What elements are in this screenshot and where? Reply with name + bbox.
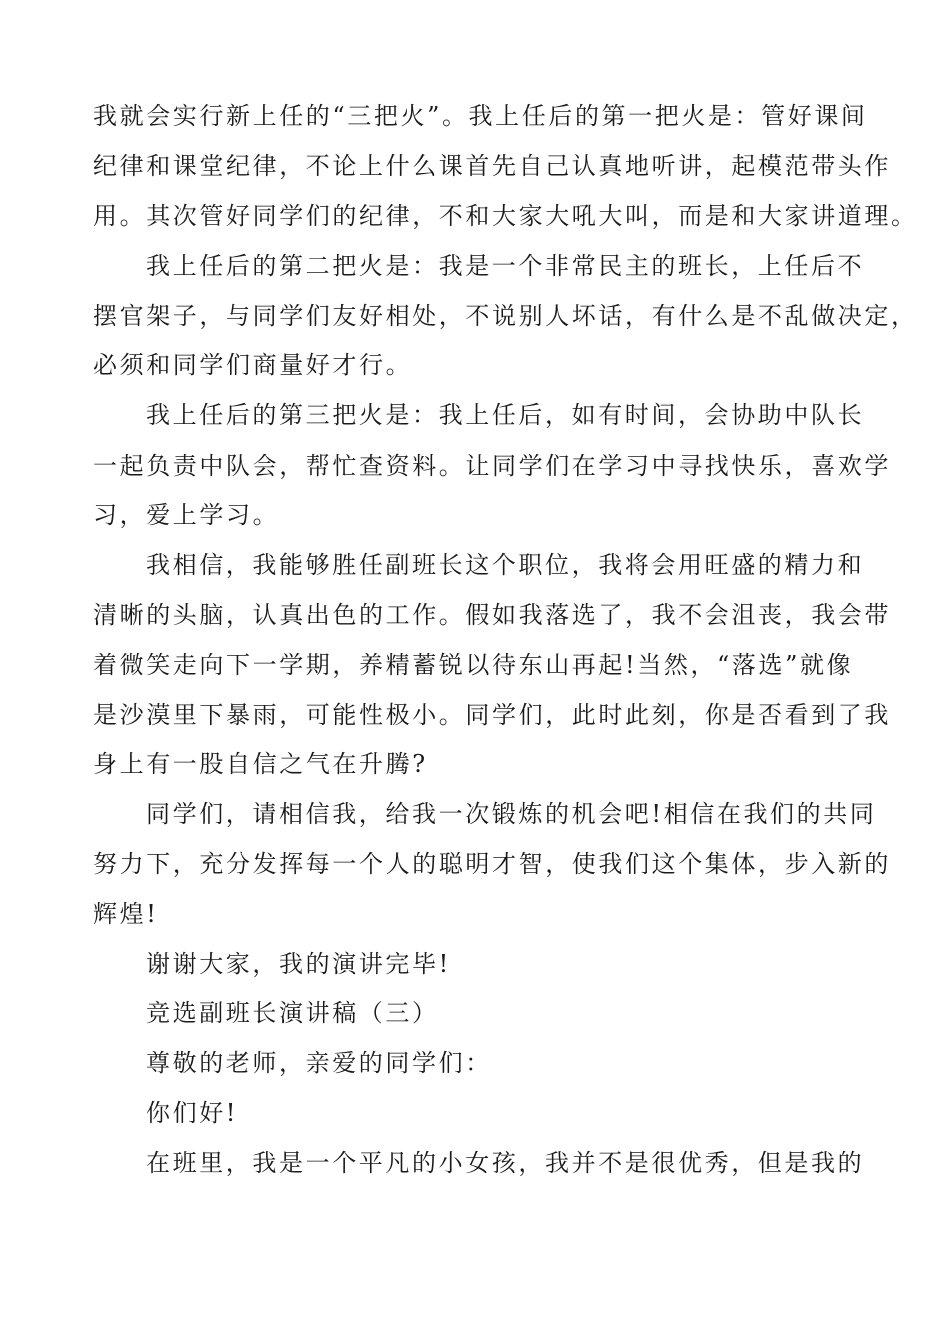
text-line: 一起负责中队会，帮忙查资料。让同学们在学习中寻找快乐，喜欢学	[93, 452, 891, 480]
text-line: 我相信，我能够胜任副班长这个职位，我将会用旺盛的精力和	[146, 551, 865, 579]
text-line: 谢谢大家，我的演讲完毕!	[146, 950, 451, 978]
text-line: 是沙漠里下暴雨，可能性极小。同学们，此时此刻，你是否看到了我	[93, 701, 891, 729]
text-line: 清晰的头脑，认真出色的工作。假如我落选了，我不会沮丧，我会带	[93, 601, 891, 629]
section-heading: 竞选副班长演讲稿（三）	[146, 999, 439, 1027]
text-line: 我就会实行新上任的“三把火”。我上任后的第一把火是：管好课间	[93, 102, 868, 130]
text-line: 同学们，请相信我，给我一次锻炼的机会吧!相信在我们的共同	[146, 800, 877, 828]
text-line: 辉煌!	[93, 900, 159, 928]
text-line: 习，爱上学习。	[93, 501, 280, 529]
text-line: 着微笑走向下一学期，养精蓄锐以待东山再起!当然，“落选”就像	[93, 651, 854, 679]
text-line: 必须和同学们商量好才行。	[93, 351, 413, 379]
text-line: 努力下，充分发挥每一个人的聪明才智，使我们这个集体，步入新的	[93, 850, 891, 878]
text-line: 用。其次管好同学们的纪律，不和大家大吼大叫，而是和大家讲道理。	[93, 202, 918, 230]
text-line: 身上有一股自信之气在升腾?	[93, 750, 428, 778]
text-line: 我上任后的第三把火是：我上任后，如有时间，会协助中队长	[146, 401, 865, 429]
salutation: 尊敬的老师，亲爱的同学们：	[146, 1049, 492, 1077]
text-line: 在班里，我是一个平凡的小女孩，我并不是很优秀，但是我的	[146, 1149, 865, 1177]
greeting: 你们好!	[146, 1099, 239, 1127]
text-line: 纪律和课堂纪律，不论上什么课首先自己认真地听讲，起模范带头作	[93, 152, 891, 180]
text-line: 摆官架子，与同学们友好相处，不说别人坏话，有什么是不乱做决定，	[93, 302, 918, 330]
text-line: 我上任后的第二把火是：我是一个非常民主的班长，上任后不	[146, 252, 865, 280]
